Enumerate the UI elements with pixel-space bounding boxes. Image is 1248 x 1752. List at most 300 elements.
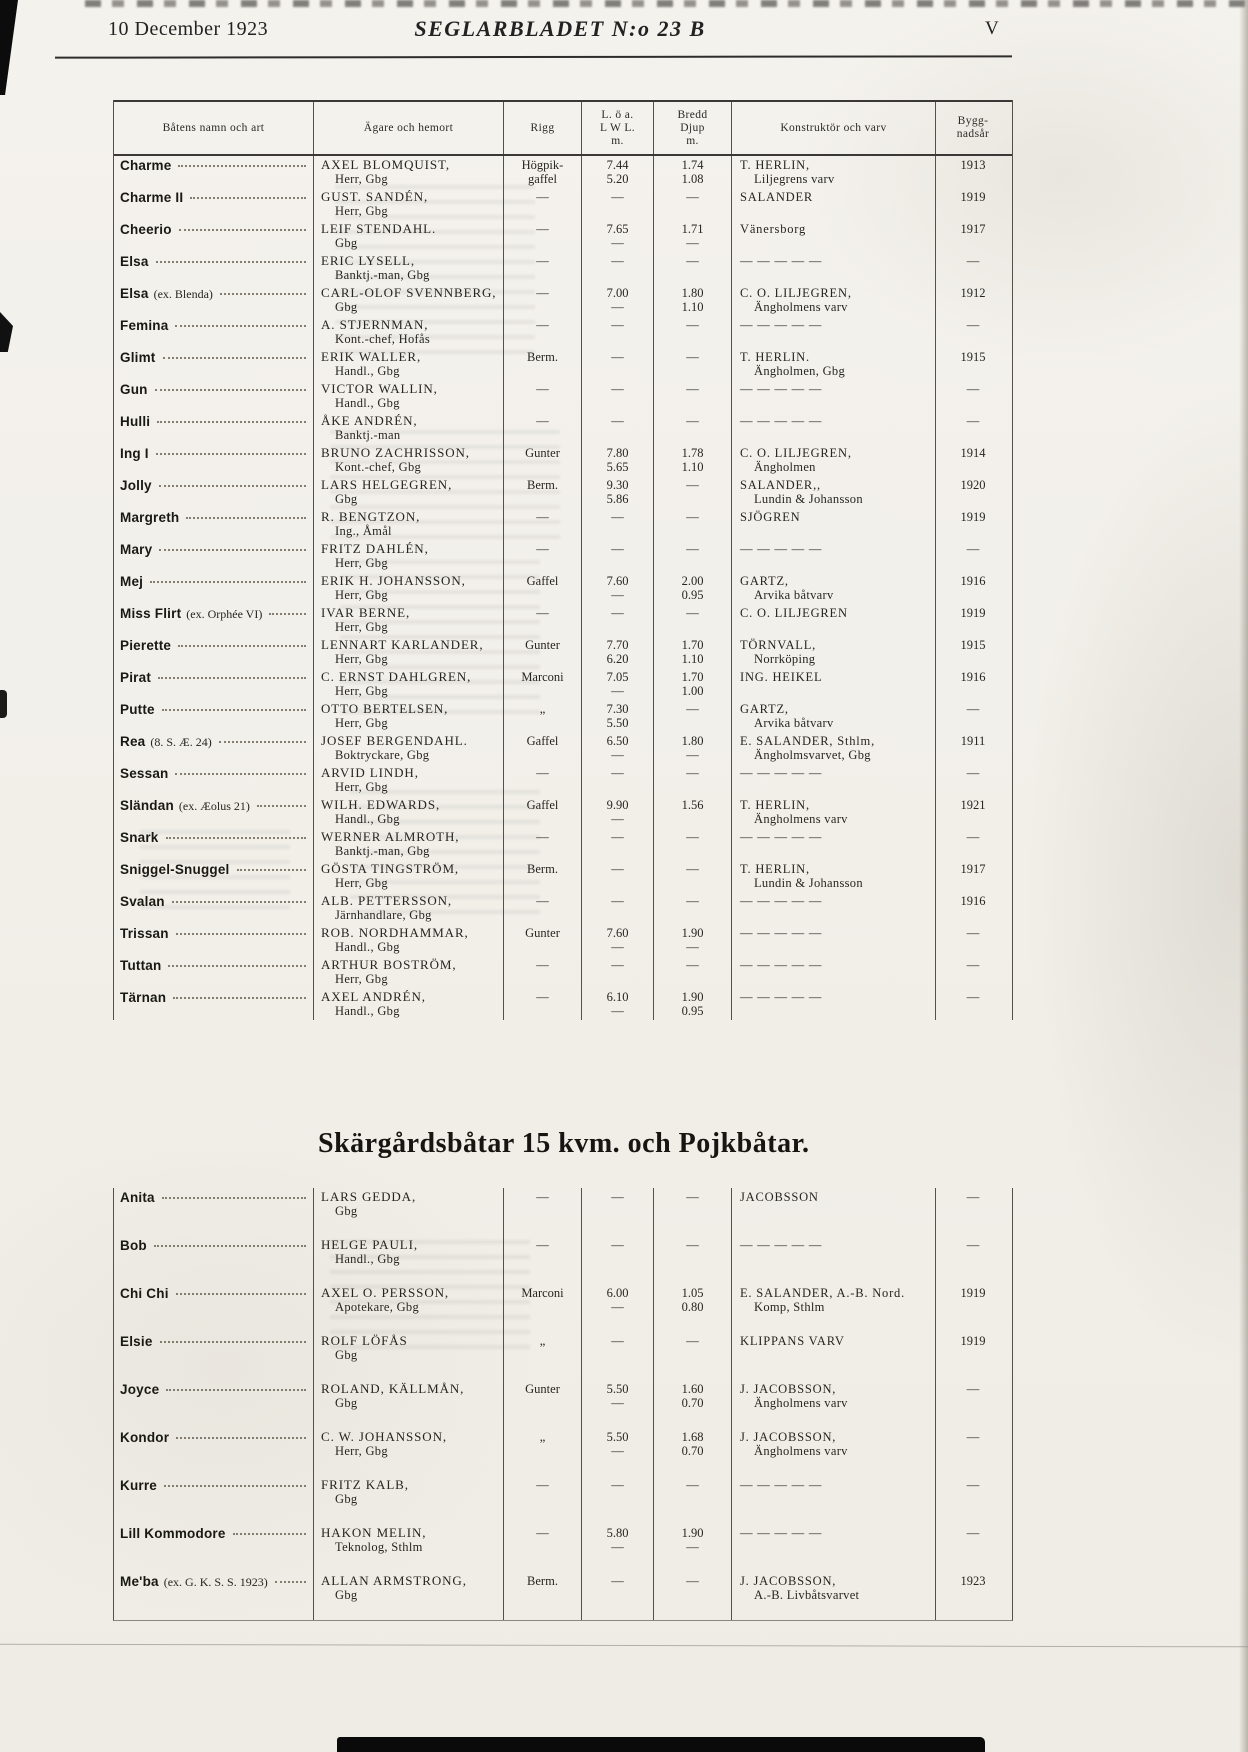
loa-cell: 7.30 5.50 — [581, 700, 653, 732]
owner-cell: BRUNO ZACHRISSON, Kont.-chef, Gbg — [313, 444, 503, 476]
dotted-leader — [166, 1389, 306, 1391]
dotted-leader — [150, 581, 306, 583]
table-body — [114, 1188, 1012, 1620]
boat-name: Elsa — [120, 286, 149, 301]
dotted-leader — [164, 1485, 306, 1487]
rigg-cell: Gunter — [503, 636, 581, 668]
dotted-leader — [178, 165, 306, 167]
boat-name: Kurre — [120, 1478, 158, 1493]
rigg-cell: — — [503, 1524, 581, 1572]
page-edge-shadow — [1239, 0, 1248, 1752]
table-row — [114, 796, 1012, 828]
boat-name: Bob — [120, 1238, 147, 1253]
year-cell: — — [935, 1236, 1010, 1284]
dotted-leader — [154, 1245, 306, 1247]
owner-cell: ROB. NORDHAMMAR, Handl., Gbg — [313, 924, 503, 956]
loa-cell: — — [581, 508, 653, 540]
bredd-cell: 1.74 1.08 — [653, 156, 731, 188]
year-cell: 1917 — [935, 220, 1010, 252]
page-crease — [0, 1644, 1248, 1648]
table-row — [114, 700, 1012, 732]
year-cell: — — [935, 252, 1010, 284]
table-row — [114, 348, 1012, 380]
bredd-cell: 1.71 — — [653, 220, 731, 252]
konstruktor-cell: SALANDER — [731, 188, 935, 220]
table-row — [114, 1332, 1012, 1380]
boat-name-note: (ex. G. K. S. S. 1923) — [163, 1575, 268, 1589]
rigg-cell: — — [503, 988, 581, 1020]
boat-name: Charme — [120, 158, 172, 173]
dotted-leader — [269, 613, 306, 615]
rigg-cell: „ — [503, 700, 581, 732]
dotted-leader — [186, 517, 306, 519]
rigg-cell: „ — [503, 1332, 581, 1380]
table-row — [114, 732, 1012, 764]
konstruktor-cell: — — — — — — [731, 1524, 935, 1572]
year-cell: 1916 — [935, 668, 1010, 700]
loa-cell: 7.60 — — [581, 572, 653, 604]
year-cell: — — [935, 380, 1010, 412]
bredd-cell: 1.90 0.95 — [653, 988, 731, 1020]
table-row — [114, 188, 1012, 220]
konstruktor-cell: J. JACOBSSON, Ängholmens varv — [731, 1428, 935, 1476]
page-number: V — [985, 18, 999, 39]
loa-cell: 6.10 — — [581, 988, 653, 1020]
bredd-cell: 1.80 1.10 — [653, 284, 731, 316]
loa-cell: — — [581, 860, 653, 892]
owner-cell: ALLAN ARMSTRONG, Gbg — [313, 1572, 503, 1620]
table-row — [114, 1236, 1012, 1284]
bredd-cell: 1.68 0.70 — [653, 1428, 731, 1476]
owner-cell: GUST. SANDÉN, Herr, Gbg — [313, 188, 503, 220]
rigg-cell: — — [503, 828, 581, 860]
table-row — [114, 572, 1012, 604]
year-cell: 1919 — [935, 508, 1010, 540]
rigg-cell: Gaffel — [503, 572, 581, 604]
table-row — [114, 476, 1012, 508]
table-row — [114, 956, 1012, 988]
konstruktor-cell: GARTZ, Arvika båtvarv — [731, 700, 935, 732]
konstruktor-cell: J. JACOBSSON, Ängholmens varv — [731, 1380, 935, 1428]
loa-cell: 5.50 — — [581, 1380, 653, 1428]
owner-cell: ROLF LÖFÅS Gbg — [313, 1332, 503, 1380]
rigg-cell: — — [503, 188, 581, 220]
bredd-cell: — — [653, 1332, 731, 1380]
owner-cell: A. STJERNMAN, Kont.-chef, Hofås — [313, 316, 503, 348]
loa-cell: 6.00 — — [581, 1284, 653, 1332]
rigg-cell: Gaffel — [503, 732, 581, 764]
boat-name: Pierette — [120, 638, 172, 653]
year-cell: — — [935, 540, 1010, 572]
issue-date: 10 December 1923 — [108, 18, 269, 40]
rigg-cell: Berm. — [503, 476, 581, 508]
loa-cell: 9.30 5.86 — [581, 476, 653, 508]
year-cell: — — [935, 828, 1010, 860]
dotted-leader — [173, 997, 306, 999]
year-cell: 1914 — [935, 444, 1010, 476]
dotted-leader — [179, 229, 306, 231]
konstruktor-cell: J. JACOBSSON, A.-B. Livbåtsvarvet — [731, 1572, 935, 1620]
owner-cell: ARVID LINDH, Herr, Gbg — [313, 764, 503, 796]
year-cell: 1912 — [935, 284, 1010, 316]
loa-cell: 5.80 — — [581, 1524, 653, 1572]
boat-name: Sländan — [120, 798, 174, 813]
binding-mark — [0, 0, 18, 95]
konstruktor-cell: GARTZ, Arvika båtvarv — [731, 572, 935, 604]
konstruktor-cell: — — — — — — [731, 540, 935, 572]
owner-cell: AXEL BLOMQUIST, Herr, Gbg — [313, 156, 503, 188]
bredd-cell: — — [653, 860, 731, 892]
loa-cell: — — [581, 540, 653, 572]
dotted-leader — [176, 1293, 306, 1295]
boat-name: Tuttan — [120, 958, 162, 973]
year-cell: — — [935, 1380, 1010, 1428]
rigg-cell: Gaffel — [503, 796, 581, 828]
dotted-leader — [156, 261, 306, 263]
dotted-leader — [233, 1533, 306, 1535]
dotted-leader — [155, 389, 306, 391]
boat-name: Sessan — [120, 766, 169, 781]
bredd-cell: 1.90 — — [653, 924, 731, 956]
masthead-title: SEGLARBLADET N:o 23 B — [414, 16, 706, 41]
table-row — [114, 316, 1012, 348]
bredd-cell: — — [653, 1476, 731, 1524]
table-row — [114, 220, 1012, 252]
boat-name: Chi Chi — [120, 1286, 169, 1301]
bredd-cell: — — [653, 316, 731, 348]
rigg-cell: — — [503, 252, 581, 284]
rigg-cell: — — [503, 508, 581, 540]
owner-cell: JOSEF BERGENDAHL. Boktryckare, Gbg — [313, 732, 503, 764]
konstruktor-cell: — — — — — — [731, 380, 935, 412]
konstruktor-cell: — — — — — — [731, 1236, 935, 1284]
owner-cell: FRITZ DAHLÉN, Herr, Gbg — [313, 540, 503, 572]
loa-cell: — — [581, 1476, 653, 1524]
year-cell: 1923 — [935, 1572, 1010, 1620]
loa-cell: — — [581, 892, 653, 924]
dotted-leader — [175, 773, 306, 775]
loa-cell: — — [581, 1332, 653, 1380]
year-cell: 1917 — [935, 860, 1010, 892]
owner-cell: LARS HELGEGREN, Gbg — [313, 476, 503, 508]
loa-cell: — — [581, 604, 653, 636]
dotted-leader — [176, 933, 306, 935]
dotted-leader — [275, 1581, 306, 1583]
dotted-leader — [172, 901, 306, 903]
owner-cell: ARTHUR BOSTRÖM, Herr, Gbg — [313, 956, 503, 988]
boat-name: Elsie — [120, 1334, 153, 1349]
year-cell: — — [935, 316, 1010, 348]
konstruktor-cell: — — — — — — [731, 924, 935, 956]
boat-name: Jolly — [120, 478, 152, 493]
loa-cell: 7.65 — — [581, 220, 653, 252]
konstruktor-cell: SJÖGREN — [731, 508, 935, 540]
boat-name: Trissan — [120, 926, 169, 941]
konstruktor-cell: Vänersborg — [731, 220, 935, 252]
boat-name: Hulli — [120, 414, 151, 429]
table-row — [114, 764, 1012, 796]
rigg-cell: Gunter — [503, 1380, 581, 1428]
year-cell: 1919 — [935, 604, 1010, 636]
konstruktor-cell: E. SALANDER, A.-B. Nord. Komp, Sthlm — [731, 1284, 935, 1332]
owner-cell: ERIK WALLER, Handl., Gbg — [313, 348, 503, 380]
loa-cell: — — [581, 828, 653, 860]
rigg-cell: Marconi — [503, 668, 581, 700]
owner-cell: ÅKE ANDRÉN, Banktj.-man — [313, 412, 503, 444]
owner-cell: WERNER ALMROTH, Banktj.-man, Gbg — [313, 828, 503, 860]
loa-cell: — — [581, 348, 653, 380]
bredd-cell: — — [653, 508, 731, 540]
year-cell: 1913 — [935, 156, 1010, 188]
bredd-cell: — — [653, 892, 731, 924]
bredd-cell: — — [653, 604, 731, 636]
dotted-leader — [163, 357, 306, 359]
loa-cell: 9.90 — — [581, 796, 653, 828]
bredd-cell: — — [653, 252, 731, 284]
konstruktor-cell: — — — — — — [731, 764, 935, 796]
dotted-leader — [159, 549, 306, 551]
col-header-name: Båtens namn och art — [162, 121, 265, 134]
loa-cell: 7.60 — — [581, 924, 653, 956]
konstruktor-cell: C. O. LILJEGREN, Ängholmen — [731, 444, 935, 476]
boat-name: Glimt — [120, 350, 156, 365]
rigg-cell: — — [503, 284, 581, 316]
rigg-cell: — — [503, 604, 581, 636]
konstruktor-cell: — — — — — — [731, 828, 935, 860]
boat-name: Ing I — [120, 446, 149, 461]
section-title: Skärgårdsbåtar 15 kvm. och Pojkbåtar. — [318, 1128, 810, 1159]
rigg-cell: — — [503, 540, 581, 572]
table-row — [114, 540, 1012, 572]
rigg-cell: — — [503, 764, 581, 796]
loa-cell: — — [581, 1188, 653, 1236]
konstruktor-cell: T. HERLIN. Ängholmen, Gbg — [731, 348, 935, 380]
rigg-cell: — — [503, 380, 581, 412]
loa-cell: — — [581, 252, 653, 284]
binding-mark — [0, 312, 13, 352]
bredd-cell: 1.05 0.80 — [653, 1284, 731, 1332]
year-cell: 1911 — [935, 732, 1010, 764]
dotted-leader — [219, 741, 306, 743]
bredd-cell: — — [653, 348, 731, 380]
konstruktor-cell: TÖRNVALL, Norrköping — [731, 636, 935, 668]
loa-cell: 7.05 — — [581, 668, 653, 700]
boat-name: Miss Flirt — [120, 606, 182, 621]
rigg-cell: — — [503, 220, 581, 252]
bredd-cell: 1.80 — — [653, 732, 731, 764]
year-cell: 1919 — [935, 1332, 1010, 1380]
year-cell: — — [935, 956, 1010, 988]
rigg-cell: „ — [503, 1428, 581, 1476]
boats-table-main — [113, 100, 1013, 1020]
konstruktor-cell: C. O. LILJEGREN — [731, 604, 935, 636]
table-row — [114, 1428, 1012, 1476]
boat-name-note: (ex. Æolus 21) — [178, 799, 250, 813]
dotted-leader — [162, 709, 306, 711]
year-cell: 1916 — [935, 892, 1010, 924]
year-cell: — — [935, 412, 1010, 444]
table-row — [114, 892, 1012, 924]
boat-name: Snark — [120, 830, 159, 845]
owner-cell: C. ERNST DAHLGREN, Herr, Gbg — [313, 668, 503, 700]
bredd-cell: 1.90 — — [653, 1524, 731, 1572]
year-cell: — — [935, 1188, 1010, 1236]
konstruktor-cell: E. SALANDER, Sthlm, Ängholmsvarvet, Gbg — [731, 732, 935, 764]
boat-name: Gun — [120, 382, 148, 397]
bredd-cell: 1.70 1.10 — [653, 636, 731, 668]
table-row — [114, 988, 1012, 1020]
dotted-leader — [162, 1197, 306, 1199]
col-header-year: Bygg- nadsår — [935, 102, 1010, 154]
boat-name: Me'ba — [120, 1574, 159, 1589]
bredd-cell: — — [653, 1572, 731, 1620]
boat-name: Joyce — [120, 1382, 160, 1397]
owner-cell: ERIK H. JOHANSSON, Herr, Gbg — [313, 572, 503, 604]
rigg-cell: Berm. — [503, 860, 581, 892]
boat-name: Anita — [120, 1190, 155, 1205]
bredd-cell: 1.56 — [653, 796, 731, 828]
boat-name: Femina — [120, 318, 169, 333]
boat-name: Sniggel-Snuggel — [120, 862, 230, 877]
owner-cell: ALB. PETTERSSON, Järnhandlare, Gbg — [313, 892, 503, 924]
konstruktor-cell: — — — — — — [731, 252, 935, 284]
boat-name-note: (ex. Orphée VI) — [186, 607, 263, 621]
owner-cell: HELGE PAULI, Handl., Gbg — [313, 1236, 503, 1284]
rigg-cell: — — [503, 412, 581, 444]
bredd-cell: 1.70 1.00 — [653, 668, 731, 700]
year-cell: 1919 — [935, 1284, 1010, 1332]
col-header-owner: Ägare och hemort — [313, 102, 503, 154]
rigg-cell: — — [503, 1476, 581, 1524]
owner-cell: GÖSTA TINGSTRÖM, Herr, Gbg — [313, 860, 503, 892]
loa-cell: 7.00 — — [581, 284, 653, 316]
konstruktor-cell: SALANDER,, Lundin & Johansson — [731, 476, 935, 508]
rigg-cell: — — [503, 956, 581, 988]
table-row — [114, 1188, 1012, 1236]
dotted-leader — [175, 325, 306, 327]
owner-cell: WILH. EDWARDS, Handl., Gbg — [313, 796, 503, 828]
rigg-cell: — — [503, 1188, 581, 1236]
rigg-cell: Berm. — [503, 1572, 581, 1620]
year-cell: 1920 — [935, 476, 1010, 508]
owner-cell: CARL-OLOF SVENNBERG, Gbg — [313, 284, 503, 316]
konstruktor-cell: — — — — — — [731, 956, 935, 988]
table-row — [114, 924, 1012, 956]
table-body — [114, 156, 1012, 1020]
owner-cell: IVAR BERNE, Herr, Gbg — [313, 604, 503, 636]
table-row — [114, 508, 1012, 540]
dotted-leader — [160, 1341, 306, 1343]
loa-cell: — — [581, 380, 653, 412]
year-cell: 1915 — [935, 348, 1010, 380]
dotted-leader — [220, 293, 306, 295]
loa-cell: 6.50 — — [581, 732, 653, 764]
boat-name: Margreth — [120, 510, 180, 525]
table-row — [114, 284, 1012, 316]
bredd-cell: — — [653, 1188, 731, 1236]
table-row — [114, 1572, 1012, 1620]
year-cell: — — [935, 764, 1010, 796]
konstruktor-cell: — — — — — — [731, 316, 935, 348]
bredd-cell: — — [653, 540, 731, 572]
year-cell: — — [935, 924, 1010, 956]
rigg-cell: — — [503, 316, 581, 348]
boat-name: Rea — [120, 734, 146, 749]
rigg-cell: Berm. — [503, 348, 581, 380]
year-cell: — — [935, 700, 1010, 732]
bredd-cell: 2.00 0.95 — [653, 572, 731, 604]
owner-cell: C. W. JOHANSSON, Herr, Gbg — [313, 1428, 503, 1476]
konstruktor-cell: ING. HEIKEL — [731, 668, 935, 700]
dotted-leader — [159, 485, 306, 487]
konstruktor-cell: — — — — — — [731, 988, 935, 1020]
loa-cell: 7.80 5.65 — [581, 444, 653, 476]
rigg-cell: Gunter — [503, 444, 581, 476]
table-row — [114, 1524, 1012, 1572]
year-cell: 1921 — [935, 796, 1010, 828]
konstruktor-cell: JACOBSSON — [731, 1188, 935, 1236]
col-header-loa: L. ö a. L W L. m. — [581, 102, 653, 154]
dotted-leader — [237, 869, 307, 871]
year-cell: 1915 — [935, 636, 1010, 668]
table-row — [114, 1476, 1012, 1524]
owner-cell: LEIF STENDAHL. Gbg — [313, 220, 503, 252]
table-row — [114, 380, 1012, 412]
owner-cell: OTTO BERTELSEN, Herr, Gbg — [313, 700, 503, 732]
col-header-bredd: Bredd Djup m. — [653, 102, 731, 154]
bredd-cell: — — [653, 828, 731, 860]
boat-name: Putte — [120, 702, 155, 717]
konstruktor-cell: T. HERLIN, Lundin & Johansson — [731, 860, 935, 892]
loa-cell: 5.50 — — [581, 1428, 653, 1476]
owner-cell: R. BENGTZON, Ing., Åmål — [313, 508, 503, 540]
year-cell: — — [935, 988, 1010, 1020]
konstruktor-cell: T. HERLIN, Liljegrens varv — [731, 156, 935, 188]
bredd-cell: — — [653, 764, 731, 796]
konstruktor-cell: KLIPPANS VARV — [731, 1332, 935, 1380]
rigg-cell: Gunter — [503, 924, 581, 956]
konstruktor-cell: T. HERLIN, Ängholmens varv — [731, 796, 935, 828]
boat-name: Mary — [120, 542, 153, 557]
table-row — [114, 1380, 1012, 1428]
dotted-leader — [176, 1437, 306, 1439]
binding-mark — [0, 690, 7, 718]
boat-name: Pirat — [120, 670, 152, 685]
scan-top-smudge — [85, 0, 1248, 7]
dotted-leader — [158, 677, 306, 679]
table-row — [114, 1284, 1012, 1332]
rigg-cell: Marconi — [503, 1284, 581, 1332]
owner-cell: LARS GEDDA, Gbg — [313, 1188, 503, 1236]
boat-name-note: (ex. Blenda) — [153, 287, 213, 301]
bredd-cell: — — [653, 188, 731, 220]
boat-name: Tärnan — [120, 990, 167, 1005]
dotted-leader — [168, 965, 306, 967]
table-row — [114, 828, 1012, 860]
boat-name: Lill Kommodore — [120, 1526, 226, 1541]
owner-cell: AXEL O. PERSSON, Apotekare, Gbg — [313, 1284, 503, 1332]
loa-cell: — — [581, 764, 653, 796]
col-header-konstruktor: Konstruktör och varv — [731, 102, 935, 154]
dotted-leader — [157, 421, 306, 423]
year-cell: — — [935, 1524, 1010, 1572]
loa-cell: — — [581, 188, 653, 220]
owner-cell: ROLAND, KÄLLMÅN, Gbg — [313, 1380, 503, 1428]
year-cell: — — [935, 1428, 1010, 1476]
owner-cell: AXEL ANDRÉN, Handl., Gbg — [313, 988, 503, 1020]
table-row — [114, 668, 1012, 700]
boats-table-skargardsbatar — [113, 1188, 1013, 1621]
